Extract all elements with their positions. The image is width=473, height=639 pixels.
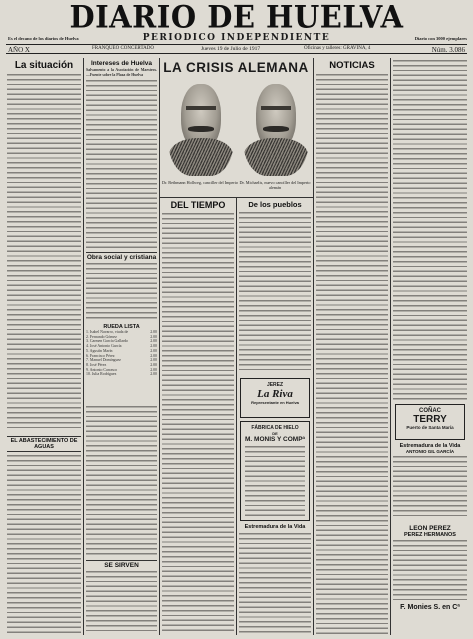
intereses-article [86,60,157,250]
intereses-heading: Intereses de Huelva [90,60,153,67]
article-text [7,455,81,635]
tiempo-heading: DEL TIEMPO [170,200,226,210]
ad-conac-line3: Puerto de Santa María [406,425,454,430]
office-address: Oficinas y talleres: GRAVINA, 4 [304,46,371,51]
ad-fabrica-hielo [240,421,310,521]
list-heading: RUEDA LISTA [103,324,140,330]
list-item-amount: 2.00 [150,348,157,353]
article-text [393,456,467,518]
estremadura-right-name: ANTONIO GIL GARCÍA [405,449,455,454]
intereses-subheading: Salvamento a la Asociación de Maestros.—Fuente sobre la Plaza de Huelva [86,68,157,78]
issue-number: Núm. 3.086 [431,46,465,54]
article-text [86,571,157,631]
ad-jerez-line2: La Riva [257,388,293,400]
list-item-amount: 2.00 [150,344,157,349]
article-text [239,212,311,372]
list-item-amount: 2.00 [150,339,157,344]
ad-conac-terry [395,404,465,440]
portrait-coat [244,138,307,176]
ad-fabrica-line3: M. MONIS Y COMPª [245,436,305,443]
masthead-left-note: Es el decano de los diarios de Huelva [8,36,79,41]
obra-article [86,252,157,322]
list-item-name: 9. Antonio Carrasco [86,367,118,372]
pueblos-heading: De los pueblos [248,200,302,209]
portrait-moustache [188,126,214,132]
list-item-name: 3. Carmen García Gallardo [86,339,129,344]
right-column-news [393,60,467,400]
situacion-heading: La situación [14,60,74,71]
estremadura-heading: Estremadura de la Vida [244,524,306,530]
right-column-ads [393,525,467,635]
portrait-bethmann [168,76,234,176]
list-item-name: 2. Fernando Gómez [86,334,117,339]
article-text [86,80,157,248]
estremadura-block [239,524,311,635]
masthead-title: DIARIO DE HUELVA [69,0,404,35]
abastecimiento-heading: EL ABASTECIMIENTO DE AGUAS [7,436,81,452]
tiempo-article [162,200,234,635]
list-item-amount: 2.00 [150,362,157,367]
list-item-name: 10. Julia Rodríguez [86,372,117,377]
list-rows [86,330,157,377]
ad-perez-hermanos: PEREZ HERMANOS [404,532,456,538]
ad-leon-perez: LEON PEREZ [409,525,451,532]
ad-jerez-line3: Representante en Huelva [251,400,299,405]
column-rule [83,58,84,635]
portrait-brow [261,106,290,110]
volume-label: AÑO X [8,46,30,54]
ad-monis: F. Monies S. en Cª [400,604,460,611]
section-rule [160,197,313,198]
article-text [316,74,388,634]
situacion-article [7,60,81,435]
list-item-name: 6. Francisco Pérez [86,353,115,358]
list-item-amount: 2.00 [150,367,157,372]
ad-jerez-line1: JEREZ [266,382,284,388]
column-rule [159,58,160,635]
portrait-coat [169,138,232,176]
column-rule [236,198,237,635]
article-text [7,74,81,431]
caption-right: Dr. Michaelis, nuevo canciller del Imperio alemán [239,180,311,190]
list-item-name: 4. José Antonio García [86,344,122,349]
list-item-name: 8. José Pérez [86,362,107,367]
list-item-name: 1. Isabel Navarro, viuda de [86,330,129,334]
obra-heading: Obra social y cristiana [86,254,157,261]
list-item-name: 5. Agustín Marín [86,348,113,353]
crisis-heading: LA CRISIS ALEMANA [163,60,309,75]
sirven-block [86,560,157,635]
ad-conac-line1: COÑAC [419,408,441,414]
caption-left: Dr. Bethmann Hollweg, canciller del Imperio [162,180,238,185]
donor-list [86,324,157,404]
issue-date: Jueves 19 de Julio de 1917 [201,46,261,52]
list-item-amount: 2.00 [150,330,157,334]
postage-label: FRANQUEO CONCERTADO [92,46,154,51]
abastecimiento-article [7,436,81,635]
portrait-moustache [263,126,289,132]
masthead-subtitle: PERIODICO INDEPENDIENTE [142,33,331,43]
noticias-heading: NOTICIAS [329,60,375,71]
article-text [239,533,311,633]
article-text [393,60,467,400]
article-text [86,406,157,558]
list-item-amount: 2.00 [150,372,157,377]
ad-fabrica-line2: DE [272,431,278,436]
ad-jerez [240,378,310,418]
ad-fabrica-line1: FÁBRICA DE HIELO [251,425,299,431]
intereses-continued [86,406,157,558]
masthead-right-note: Diario con 3000 ejemplares [414,36,467,41]
ad-conac-line2: TERRY [413,414,447,425]
list-item-amount: 2.00 [150,358,157,363]
ad-text [245,446,305,518]
list-item-amount: 2.00 [150,334,157,339]
noticias-article [316,60,388,635]
estremadura-right-heading: Estremadura de la Vida [399,443,461,449]
list-item-name: 7. Manuel Domínguez [86,358,121,363]
portrait-michaelis [243,76,309,176]
dateline [6,44,467,54]
column-rule [313,58,314,635]
article-text [162,213,234,633]
list-item [86,372,157,377]
pueblos-article [239,200,311,375]
portrait-brow [186,106,215,110]
right-column-notes [393,443,467,523]
ad-text [393,540,467,602]
list-item-amount: 2.00 [150,353,157,358]
article-text [86,263,157,322]
column-rule [390,58,391,635]
sirven-heading: SE SIRVEN [86,560,157,569]
